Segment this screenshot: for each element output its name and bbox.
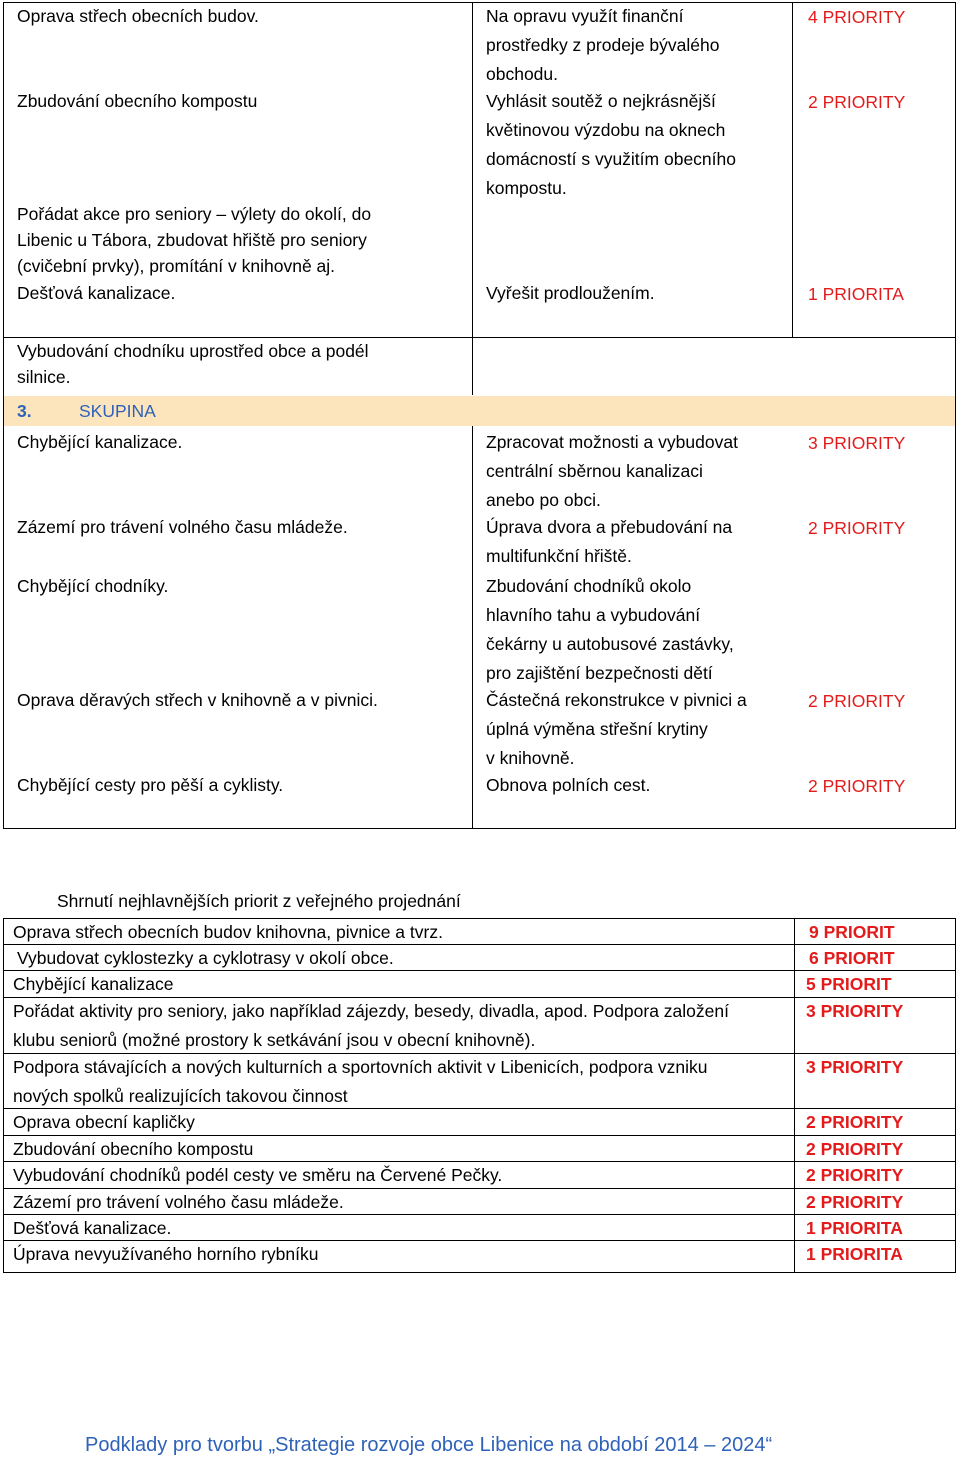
problem-text: silnice. (17, 367, 71, 387)
problem-text: (cvičební prvky), promítání v knihovně aj. (17, 256, 336, 276)
summary-priority: 1 PRIORITA (806, 1244, 903, 1264)
summary-title: Shrnutí nejhlavnějších priorit z veřejného projednání (57, 891, 461, 911)
summary-priority: 6 PRIORIT (809, 948, 895, 968)
summary-row-text: Oprava střech obecních budov knihovna, pivnice a tvrz. (13, 922, 443, 942)
summary-row-text: Zázemí pro trávení volného času mládeže. (13, 1192, 344, 1212)
summary-row-text: Pořádat aktivity pro seniory, jako například zájezdy, besedy, divadla, apod. Podpora založení (13, 1001, 729, 1021)
summary-priority: 2 PRIORITY (806, 1112, 904, 1132)
summary-row-text: Chybějící kanalizace (13, 974, 174, 994)
group-number: 3. (17, 401, 32, 421)
summary-priority: 3 PRIORITY (806, 1001, 904, 1021)
problem-text: Oprava střech obecních budov. (17, 6, 259, 26)
priority-label: 4 PRIORITY (808, 7, 906, 27)
summary-row-text: Úprava nevyužívaného horního rybníku (13, 1244, 319, 1264)
summary-priority: 9 PRIORIT (809, 922, 895, 942)
solution-text: obchodu. (486, 64, 559, 84)
solution-text: centrální sběrnou kanalizaci (486, 461, 703, 481)
problem-text: Pořádat akce pro seniory – výlety do okolí, do (17, 204, 372, 224)
solution-text: úplná výměna střešní krytiny (486, 719, 708, 739)
summary-row-text: Podpora stávajících a nových kulturních a sportovních aktivit v Libenicích, podpora vzniku (13, 1057, 708, 1077)
solution-text: Vyřešit prodloužením. (486, 283, 655, 303)
solution-text: v knihovně. (486, 748, 575, 768)
solution-text: kompostu. (486, 178, 567, 198)
solution-text: hlavního tahu a vybudování (486, 605, 701, 625)
problem-text: Zázemí pro trávení volného času mládeže. (17, 517, 348, 537)
solution-text: čekárny u autobusové zastávky, (486, 634, 734, 654)
solution-text: Částečná rekonstrukce v pivnici a (486, 690, 747, 710)
summary-priority: 2 PRIORITY (806, 1165, 904, 1185)
summary-row-text: Oprava obecní kapličky (13, 1112, 195, 1132)
problem-text: Chybějící chodníky. (17, 576, 169, 596)
summary-row-text: klubu seniorů (možné prostory k setkávání jsou v obecní knihovně). (13, 1030, 536, 1050)
solution-text: domácností s využitím obecního (486, 149, 736, 169)
summary-priority: 2 PRIORITY (806, 1139, 904, 1159)
priority-label: 2 PRIORITY (808, 691, 906, 711)
problem-text: Oprava děravých střech v knihovně a v pivnici. (17, 690, 378, 710)
summary-row-text: Zbudování obecního kompostu (13, 1139, 254, 1159)
solution-text: květinovou výzdobu na oknech (486, 120, 726, 140)
problem-text: Zbudování obecního kompostu (17, 91, 258, 111)
summary-row-text: Dešťová kanalizace. (13, 1218, 172, 1238)
summary-priority: 3 PRIORITY (806, 1057, 904, 1077)
problem-text: Chybějící kanalizace. (17, 432, 183, 452)
summary-priority: 1 PRIORITA (806, 1218, 903, 1238)
priority-label: 1 PRIORITA (808, 284, 904, 304)
solution-text: Vyhlásit soutěž o nejkrásnější (486, 91, 716, 111)
priority-label: 2 PRIORITY (808, 518, 906, 538)
solution-text: anebo po obci. (486, 490, 601, 510)
priority-label: 2 PRIORITY (808, 92, 906, 112)
solution-text: Obnova polních cest. (486, 775, 651, 795)
priority-label: 3 PRIORITY (808, 433, 906, 453)
problem-text: Libenic u Tábora, zbudovat hřiště pro seniory (17, 230, 367, 250)
solution-text: Zbudování chodníků okolo (486, 576, 692, 596)
page-footer: Podklady pro tvorbu „Strategie rozvoje obce Libenice na období 2014 – 2024“ (85, 1434, 773, 1456)
solution-text: Na opravu využít finanční (486, 6, 684, 26)
priority-label: 2 PRIORITY (808, 776, 906, 796)
solution-text: multifunkční hřiště. (486, 546, 632, 566)
summary-priority: 5 PRIORIT (806, 974, 892, 994)
summary-row-text: Vybudování chodníků podél cesty ve směru na Červené Pečky. (13, 1165, 503, 1185)
problem-text: Dešťová kanalizace. (17, 283, 176, 303)
group-header (4, 396, 955, 426)
summary-row-text: Vybudovat cyklostezky a cyklotrasy v okolí obce. (17, 948, 394, 968)
summary-row-text: nových spolků realizujících takovou činnost (13, 1086, 348, 1106)
problem-text: Vybudování chodníku uprostřed obce a podél (17, 341, 369, 361)
solution-text: prostředky z prodeje bývalého (486, 35, 720, 55)
solution-text: Úprava dvora a přebudování na (486, 517, 733, 537)
solution-text: pro zajištění bezpečnosti dětí (486, 663, 713, 683)
summary-priority: 2 PRIORITY (806, 1192, 904, 1212)
group-name: SKUPINA (79, 401, 156, 421)
problem-text: Chybějící cesty pro pěší a cyklisty. (17, 775, 284, 795)
solution-text: Zpracovat možnosti a vybudovat (486, 432, 738, 452)
